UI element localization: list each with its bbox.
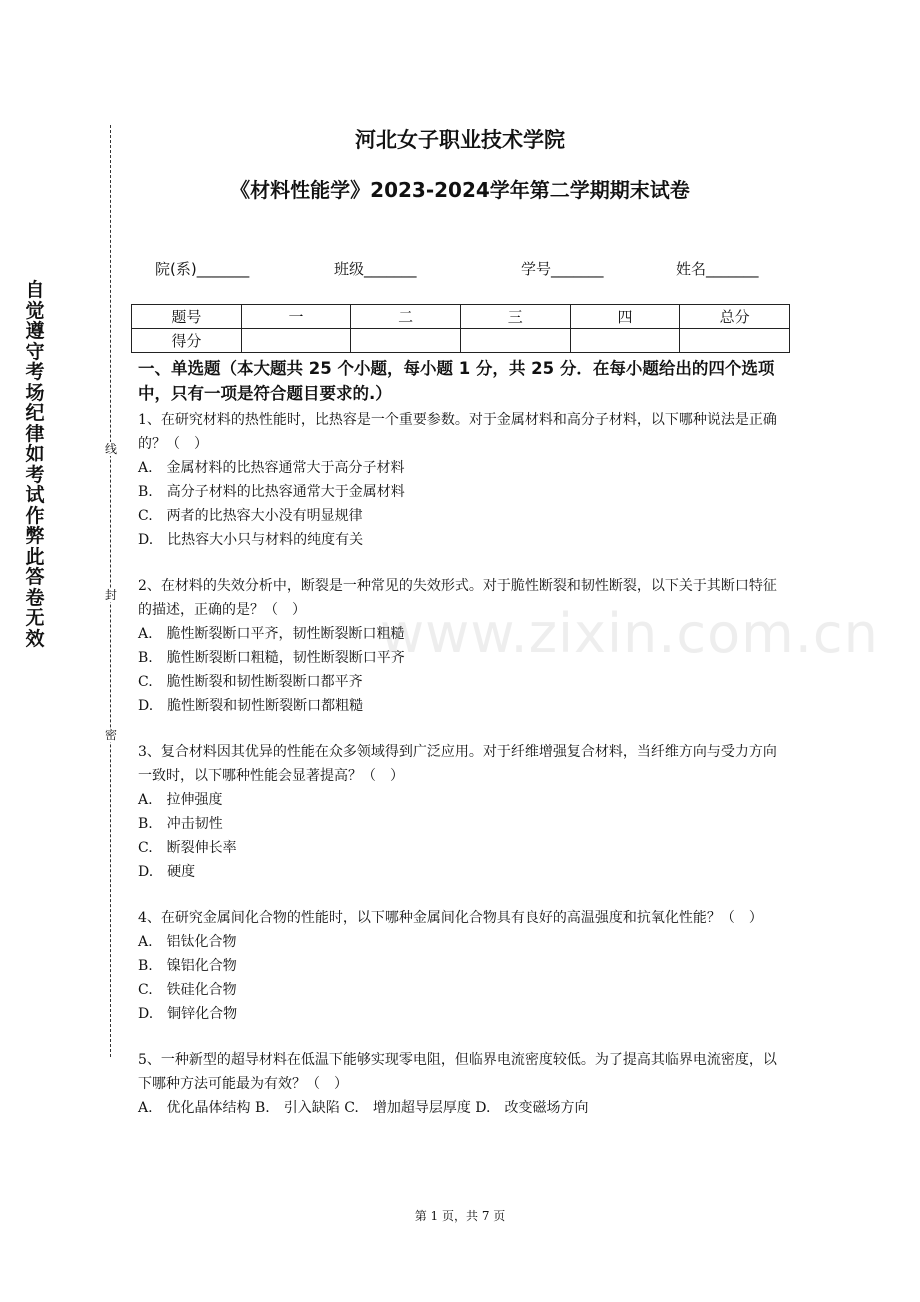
table-cell: 得分 — [132, 329, 242, 353]
score-cell[interactable] — [680, 329, 790, 353]
score-cell[interactable] — [351, 329, 461, 353]
question-stem: 2、在材料的失效分析中，断裂是一种常见的失效形式。对于脆性断裂和韧性断裂，以下关于其断口特征的描述，正确的是？（ ） — [138, 578, 777, 618]
school-name: 河北女子职业技术学院 — [355, 128, 565, 152]
question-2 — [138, 574, 783, 718]
score-table-score-row — [132, 329, 790, 353]
option-a: A. 脆性断裂断口平齐，韧性断裂断口粗糙 — [138, 626, 405, 642]
student-id-field[interactable]: 学号_______ — [521, 260, 604, 278]
binding-mark-seal: 封 — [102, 588, 120, 602]
binding-mark-secret: 密 — [102, 728, 120, 742]
class-field[interactable]: 班级_______ — [334, 260, 417, 278]
department-field[interactable]: 院(系)_______ — [155, 260, 250, 278]
option-c: C. 两者的比热容大小没有明显规律 — [138, 508, 363, 524]
option-b: B. 镍铝化合物 — [138, 958, 237, 974]
score-table-header-row — [132, 305, 790, 329]
option-d: D. 铜锌化合物 — [138, 1006, 238, 1022]
option-a: A. 铝钛化合物 — [138, 934, 237, 950]
score-cell[interactable] — [241, 329, 351, 353]
section-heading: 一、单选题（本大题共 25 个小题，每小题 1 分，共 25 分．在每小题给出的四个选项中，只有一项是符合题目要求的.） — [138, 359, 775, 403]
option-a: A. 拉伸强度 — [138, 792, 223, 808]
table-cell: 三 — [460, 305, 570, 329]
watermark: www.zixin.com.cn — [380, 602, 879, 665]
table-cell: 题号 — [132, 305, 242, 329]
score-cell[interactable] — [570, 329, 680, 353]
page-footer: 第 1 页，共 7 页 — [414, 1209, 506, 1223]
score-table — [131, 304, 790, 353]
option-c: C. 断裂伸长率 — [138, 840, 237, 856]
student-info-row — [0, 258, 920, 282]
exam-title: 《材料性能学》2023-2024学年第二学期期末试卷 — [230, 178, 690, 202]
exam-discipline-note: 自觉遵守考场纪律如考试作弊此答卷无效 — [25, 279, 45, 650]
option-d: D. 比热容大小只与材料的纯度有关 — [138, 532, 364, 548]
option-c: C. 脆性断裂和韧性断裂断口都平齐 — [138, 674, 363, 690]
question-stem: 5、一种新型的超导材料在低温下能够实现零电阻，但临界电流密度较低。为了提高其临界电流密度，以下哪种方法可能最为有效？（ ） — [138, 1052, 777, 1092]
table-cell: 二 — [351, 305, 461, 329]
option-d: D. 硬度 — [138, 864, 196, 880]
name-field[interactable]: 姓名_______ — [676, 260, 759, 278]
question-1 — [138, 408, 783, 552]
option-c: C. 铁硅化合物 — [138, 982, 237, 998]
option-b: B. 脆性断裂断口粗糙，韧性断裂断口平齐 — [138, 650, 405, 666]
table-cell: 四 — [570, 305, 680, 329]
option-b: B. 高分子材料的比热容通常大于金属材料 — [138, 484, 405, 500]
question-stem: 3、复合材料因其优异的性能在众多领域得到广泛应用。对于纤维增强复合材料，当纤维方向与受力方向一致时，以下哪种性能会显著提高？（ ） — [138, 744, 777, 784]
option-d: D. 脆性断裂和韧性断裂断口都粗糙 — [138, 698, 364, 714]
exam-content — [138, 352, 783, 1142]
question-5 — [138, 1048, 783, 1120]
binding-mark-line: 线 — [102, 442, 120, 456]
table-cell: 一 — [241, 305, 351, 329]
question-stem: 1、在研究材料的热性能时，比热容是一个重要参数。对于金属材料和高分子材料，以下哪种说法是正确的？（ ） — [138, 412, 777, 452]
option-b: B. 冲击韧性 — [138, 816, 223, 832]
question-4 — [138, 906, 783, 1026]
options-inline: A. 优化晶体结构 B. 引入缺陷 C. 增加超导层厚度 D. 改变磁场方向 — [138, 1100, 589, 1116]
table-cell: 总分 — [680, 305, 790, 329]
question-3 — [138, 740, 783, 884]
score-cell[interactable] — [460, 329, 570, 353]
question-stem: 4、在研究金属间化合物的性能时，以下哪种金属间化合物具有良好的高温强度和抗氧化性能？（ ） — [138, 910, 763, 926]
option-a: A. 金属材料的比热容通常大于高分子材料 — [138, 460, 405, 476]
